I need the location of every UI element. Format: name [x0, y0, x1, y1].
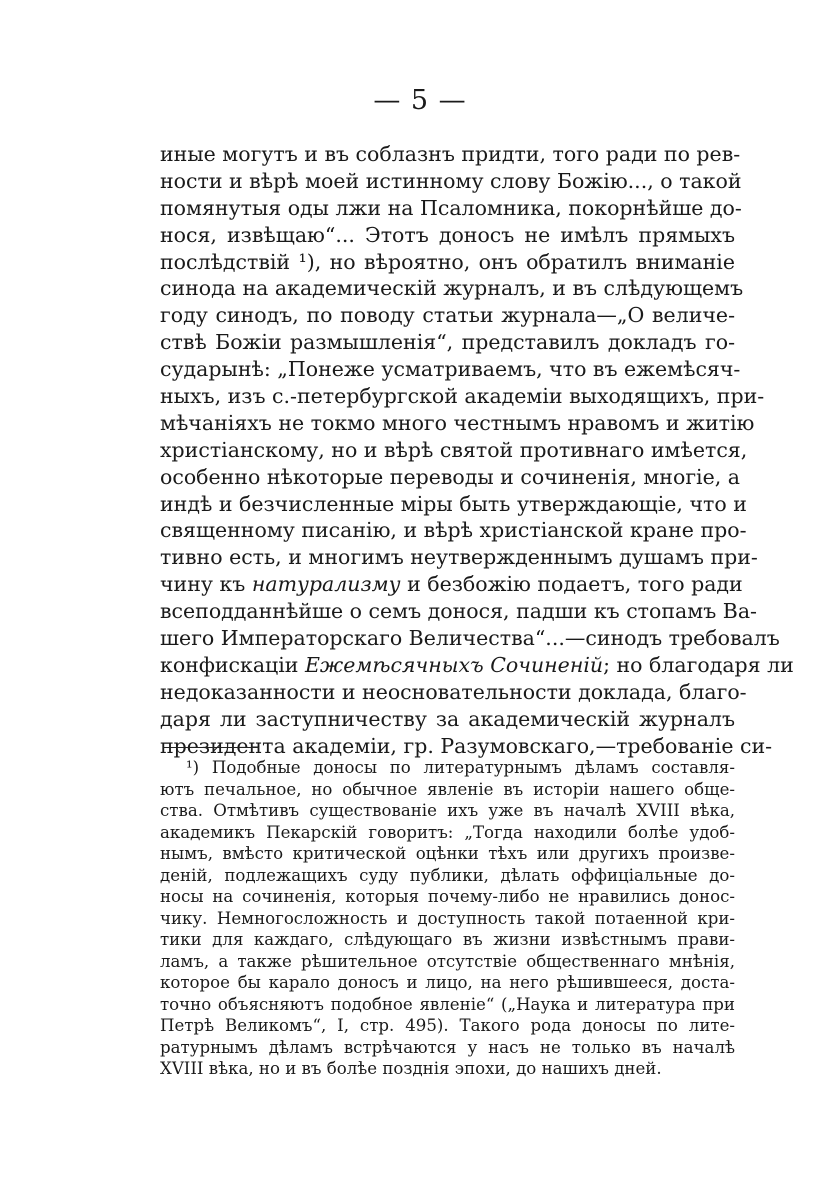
footnote-line: ства. Отмѣтивъ существованіе ихъ уже въ началѣ XVIII вѣка, — [160, 801, 735, 820]
text-line: тивно есть, и многимъ неутвержденнымъ душамъ при- — [160, 545, 758, 570]
footnote-line: чику. Немногосложность и доступность такой потаенной кри- — [160, 908, 735, 928]
text-segment: ; но благодаря ли — [603, 652, 794, 677]
text-line: помянутыя оды лжи на Псаломника, покорнѣйше до- — [160, 195, 742, 220]
text-segment: и безбожію подаетъ, того ради — [400, 572, 743, 597]
text-line: послѣдствій ¹), но вѣроятно, онъ обратилъ вниманіе — [160, 249, 735, 274]
footnote-line: ратурнымъ дѣламъ встрѣчаются у насъ не только въ началѣ — [160, 1037, 735, 1057]
footnote — [160, 757, 735, 1080]
text-line: особенно нѣкоторые переводы и сочиненія, многіе, а — [160, 464, 740, 489]
text-line: ности и вѣрѣ моей истинному слову Божію..., о такой — [160, 168, 742, 193]
italic-term: натурализму — [251, 572, 401, 597]
footnote-line: носы на сочиненія, которыя почему-либо не нравились донос- — [160, 887, 735, 906]
main-text — [160, 141, 794, 759]
text-line: иные могутъ и въ соблазнъ придти, того ради по рев- — [160, 142, 741, 166]
text-line: недоказанности и неосновательности доклада, благо- — [160, 679, 747, 704]
text-line-journal-title — [160, 652, 794, 679]
footnote-marker: ¹) — [186, 758, 200, 777]
footnote-divider — [163, 747, 259, 748]
text-line: синода на академическій журналъ, и въ слѣдующемъ — [160, 276, 744, 301]
text-line: шего Императорскаго Величества“...—синодъ требовалъ — [160, 626, 780, 651]
footnote-line: академикъ Пекарскій говоритъ: „Тогда находили болѣе удоб- — [160, 822, 735, 842]
footnote-line: точно объясняютъ подобное явленіе“ („Наука и литература при — [160, 994, 735, 1014]
italic-journal-title: Ежемѣсячныхъ Сочиненій — [304, 652, 604, 677]
text-line: даря ли заступничеству за академическій журналъ — [160, 706, 735, 731]
page-number: — 5 — — [373, 85, 467, 116]
footnote-text: Подобные доносы по литературнымъ дѣламъ составля- — [211, 758, 735, 777]
text-line: сударынѣ: „Понеже усматриваемъ, что въ ежемѣсяч- — [160, 357, 741, 382]
footnote-line-final: XVIII вѣка, но и въ болѣе позднія эпохи, до нашихъ дней. — [160, 1059, 662, 1078]
text-line-naturalism — [160, 571, 743, 598]
text-line: христіанскому, но и вѣрѣ святой противнаго имѣется, — [160, 437, 748, 462]
text-line: священному писанію, и вѣрѣ христіанской кране про- — [160, 518, 747, 543]
text-line: ствѣ Божіи размышленія“, представилъ докладъ го- — [160, 330, 735, 355]
text-line: индѣ и безчисленные міры быть утверждающіе, что и — [160, 491, 747, 516]
footnote-line: деній, подлежащихъ суду публики, дѣлать оффиціальные до- — [160, 865, 735, 885]
text-line: всеподданнѣйше о семъ донося, падши къ стопамъ Ва- — [160, 599, 757, 624]
footnote-line — [160, 757, 735, 779]
footnote-line: ламъ, а также рѣшительное отсутствіе общественнаго мнѣнія, — [160, 951, 735, 971]
text-line: президента академіи, гр. Разумовскаго,—требованіе си- — [160, 733, 773, 758]
footnote-line: Петрѣ Великомъ“, I, стр. 495). Такого рода доносы по лите- — [160, 1016, 735, 1035]
text-line: мѣчаніяхъ не токмо много честнымъ нравомъ и житію — [160, 410, 755, 435]
footnote-line: нымъ, вмѣсто критической оцѣнки тѣхъ или другихъ произве- — [160, 844, 735, 863]
text-segment: конфискаціи — [160, 652, 305, 677]
text-line: ныхъ, изъ с.-петербургской академіи выходящихъ, при- — [160, 384, 765, 409]
footnote-line: которое бы карало доносъ и лицо, на него рѣшившееся, доста- — [160, 973, 735, 992]
text-line: нося, извѣщаю“... Этотъ доносъ не имѣлъ прямыхъ — [160, 222, 735, 247]
footnote-line: тики для каждаго, слѣдующаго въ жизни извѣстнымъ прави- — [160, 930, 735, 949]
footnote-line: ютъ печальное, но обычное явленіе въ исторіи нашего обще- — [160, 779, 735, 799]
text-segment: чину къ — [160, 572, 252, 597]
text-line: году синодъ, по поводу статьи журнала—„О величе- — [160, 303, 735, 328]
